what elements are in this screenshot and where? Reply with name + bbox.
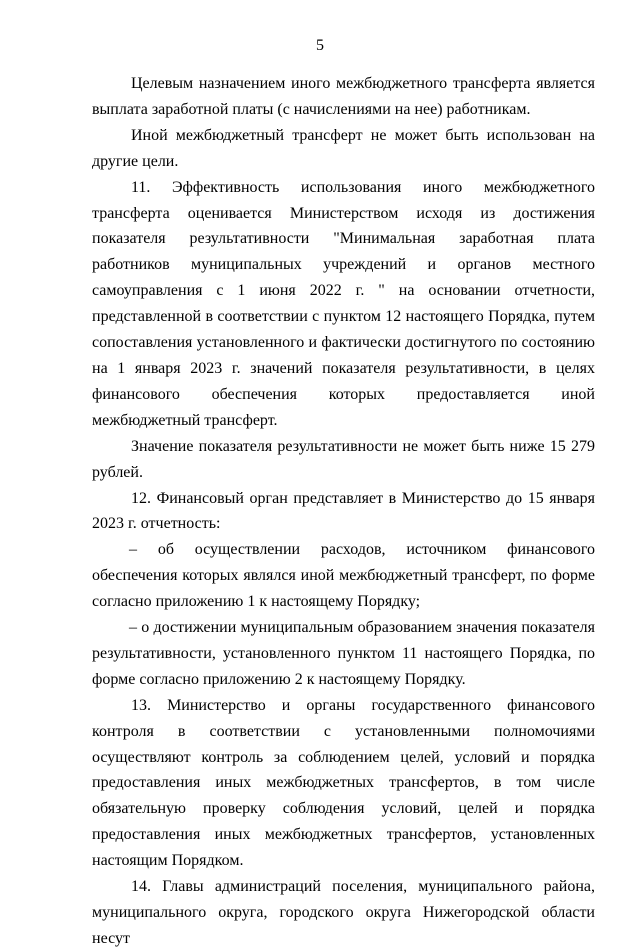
- paragraph-transfer-purpose: Целевым назначением иного межбюджетного трансферта является выплата заработной платы (с начислениями на нее) работникам.: [92, 75, 595, 118]
- list-item-expenses-report: – об осуществлении расходов, источником финансового обеспечения которых являлся иной межбюджетный трансферт, по форме согласно приложению 1 к настоящему Порядку;: [92, 541, 595, 611]
- page-number: 5: [316, 37, 324, 54]
- list-item-indicator-report: – о достижении муниципальным образованием значения показателя результативности, установленного пунктом 11 настоящего Порядка, по форме согласно приложению 2 к настоящему Порядку.: [92, 619, 595, 688]
- document-body: [92, 71, 595, 952]
- paragraph-item-11: 11. Эффективность использования иного межбюджетного трансферта оценивается Министерством исходя из достижения показателя результативности "Минимальная заработная плата работников муниципальных учреждений и органов местного самоуправления с 1 июня 2022 г. " на основании отчетности, представленной в соответствии с пунктом 12 настоящего Порядка, путем сопоставления установленного и фактически достигнутого по состоянию на 1 января 2023 г. значений показателя результативности, в целях финансового обеспечения которых предоставляется иной межбюджетный трансферт.: [92, 178, 595, 429]
- paragraph-item-13: 13. Министерство и органы государственного финансового контроля в соответствии с установленными полномочиями осуществляют контроль за соблюдением целей, условий и порядка предоставления иных межбюджетных трансфертов, в том числе обязательную проверку соблюдения условий, целей и порядка предоставления иных межбюджетных трансфертов, установленных настоящим Порядком.: [92, 696, 595, 870]
- paragraph-item-14: 14. Главы администраций поселения, муниципального района, муниципального округа, городского округа Нижегородской области несут: [92, 878, 595, 947]
- paragraph-item-12: 12. Финансовый орган представляет в Министерство до 15 января 2023 г. отчетность:: [92, 489, 595, 533]
- paragraph-indicator-value: Значение показателя результативности не может быть ниже 15 279 рублей.: [92, 437, 595, 481]
- paragraph-transfer-restriction: Иной межбюджетный трансферт не может быть использован на другие цели.: [92, 126, 595, 170]
